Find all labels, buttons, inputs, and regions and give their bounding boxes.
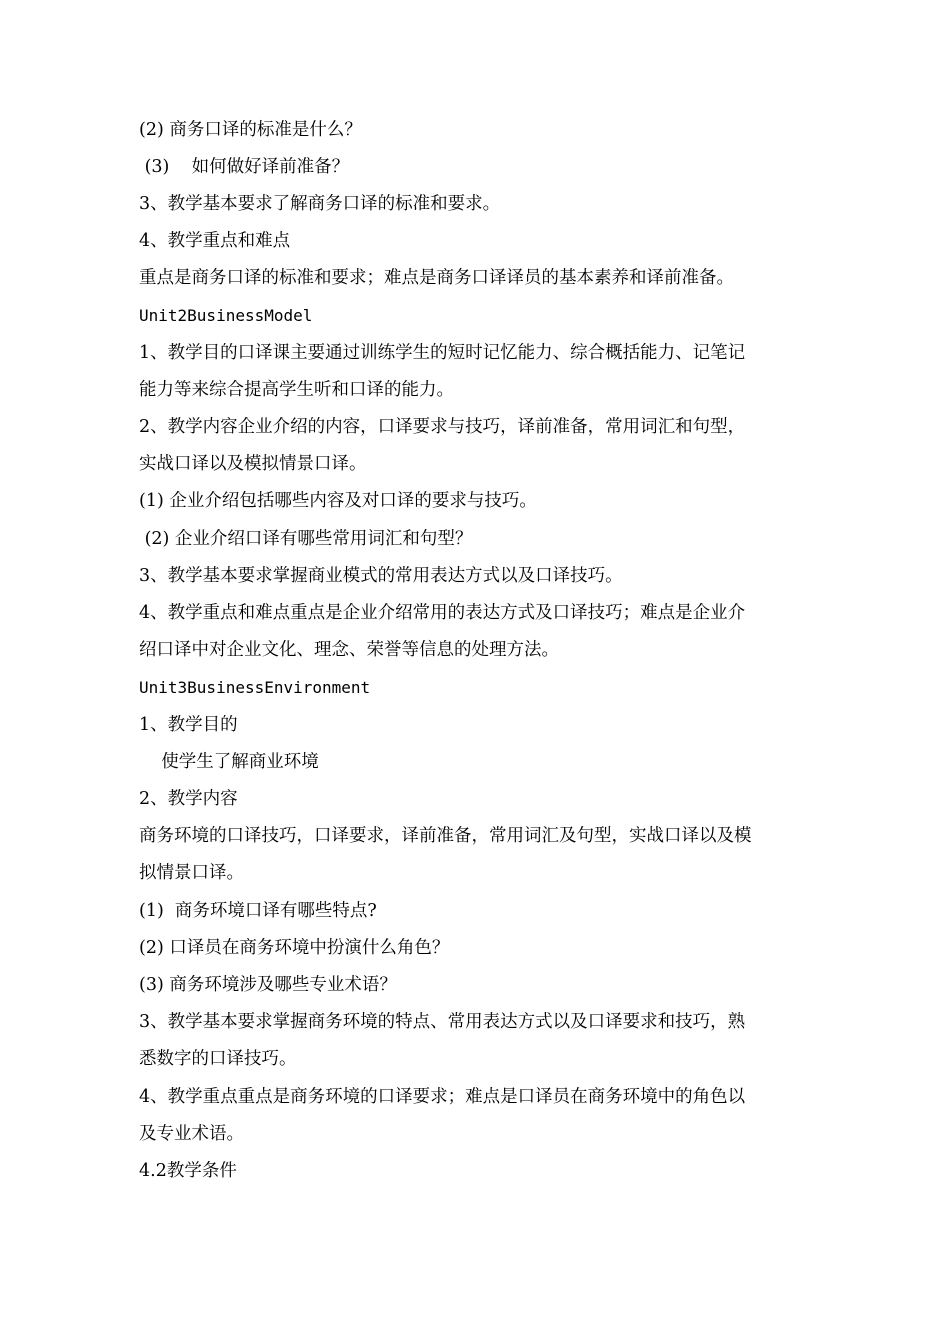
unit2-content-line2: 实战口译以及模拟情景口译。 [139, 454, 367, 474]
unit2-title: Unit2BusinessModel [139, 306, 313, 325]
unit2-objective-line1: 1、教学目的口译课主要通过训练学生的短时记忆能力、综合概括能力、记笔记 [139, 343, 746, 363]
question-3-preparation: (3) 如何做好译前准备？ [139, 157, 350, 177]
unit2-key-points-line2: 绍口译中对企业文化、理念、荣誉等信息的处理方法。 [139, 640, 559, 660]
unit3-requirements-line1: 3、教学基本要求掌握商务环境的特点、常用表达方式以及口译要求和技巧，熟 [139, 1012, 746, 1032]
unit2-question-2: (2) 企业介绍口译有哪些常用词汇和句型？ [139, 529, 473, 549]
unit3-question-1: (1) 商务环境口译有哪些特点? [139, 901, 377, 921]
key-points-heading: 4、教学重点和难点 [139, 231, 291, 251]
basic-requirements-heading: 3、教学基本要求了解商务口译的标准和要求。 [139, 194, 501, 214]
unit3-question-3: (3) 商务环境涉及哪些专业术语？ [139, 975, 397, 995]
unit2-content-line1: 2、教学内容企业介绍的内容，口译要求与技巧，译前准备，常用词汇和句型， [139, 417, 746, 437]
unit2-question-1: (1) 企业介绍包括哪些内容及对口译的要求与技巧。 [139, 491, 537, 511]
unit2-requirements: 3、教学基本要求掌握商业模式的常用表达方式以及口译技巧。 [139, 566, 623, 586]
unit2-key-points-line1: 4、教学重点和难点重点是企业介绍常用的表达方式及口译技巧；难点是企业介 [139, 603, 746, 623]
unit3-content-line1: 商务环境的口译技巧，口译要求，译前准备，常用词汇及句型，实战口译以及模 [139, 826, 752, 846]
question-2-standards: (2) 商务口译的标准是什么？ [139, 120, 362, 140]
unit3-key-points-line1: 4、教学重点重点是商务环境的口译要求；难点是口译员在商务环境中的角色以 [139, 1087, 746, 1107]
unit3-requirements-line2: 悉数字的口译技巧。 [139, 1049, 297, 1069]
section-4-2-heading: 4.2教学条件 [139, 1161, 237, 1181]
unit2-objective-line2: 能力等来综合提高学生听和口译的能力。 [139, 380, 454, 400]
unit3-title: Unit3BusinessEnvironment [139, 678, 371, 697]
unit3-key-points-line2: 及专业术语。 [139, 1124, 244, 1144]
unit3-content-heading: 2、教学内容 [139, 789, 238, 809]
key-points-text: 重点是商务口译的标准和要求；难点是商务口译译员的基本素养和译前准备。 [139, 268, 734, 288]
unit3-question-2: (2) 口译员在商务环境中扮演什么角色？ [139, 938, 450, 958]
unit3-objective-heading: 1、教学目的 [139, 715, 238, 735]
unit3-objective-text: 使学生了解商业环境 [139, 752, 319, 772]
unit3-content-line2: 拟情景口译。 [139, 863, 244, 883]
